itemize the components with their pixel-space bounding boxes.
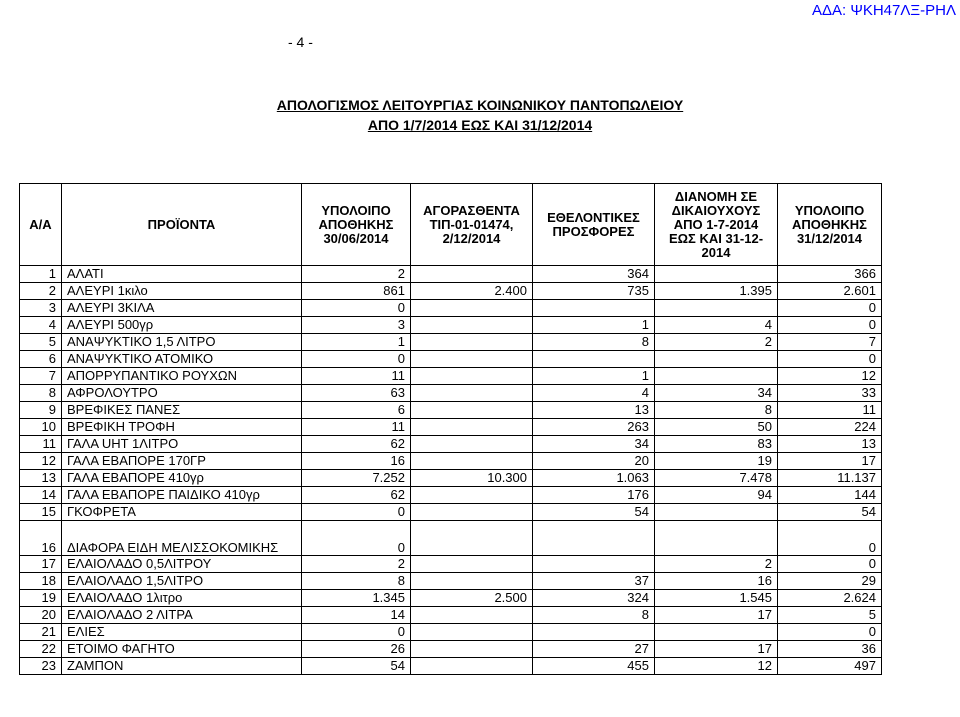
cell-purchased [411,402,533,419]
cell-distribution: 16 [655,573,778,590]
cell-purchased [411,641,533,658]
header-stock-end: ΥΠΟΛΟΙΠΟ ΑΠΟΘΗΚΗΣ 31/12/2014 [778,184,882,266]
cell-distribution [655,504,778,521]
cell-stock-end: 0 [778,556,882,573]
table-row [20,351,882,368]
cell-product: ΓΑΛΑ ΕΒΑΠΟΡΕ 410γρ [62,470,302,487]
cell-product: ΑΛΕΥΡΙ 500γρ [62,317,302,334]
header-donations: ΕΘΕΛΟΝΤΙΚΕΣ ΠΡΟΣΦΟΡΕΣ [533,184,655,266]
cell-donations: 13 [533,402,655,419]
table-row [20,573,882,590]
document-title: ΑΠΟΛΟΓΙΣΜΟΣ ΛΕΙΤΟΥΡΓΙΑΣ ΚΟΙΝΩΝΙΚΟΥ ΠΑΝΤΟΠΩΛΕΙΟΥ [276,97,684,113]
cell-stock-start: 861 [302,283,411,300]
cell-distribution [655,351,778,368]
table-row [20,590,882,607]
cell-product: ΑΛΕΥΡΙ 3ΚΙΛΑ [62,300,302,317]
cell-purchased: 2.400 [411,283,533,300]
cell-stock-end: 54 [778,504,882,521]
cell-stock-end: 497 [778,658,882,675]
cell-purchased [411,317,533,334]
cell-product: ΖΑΜΠΟΝ [62,658,302,675]
cell-aa: 5 [20,334,62,351]
cell-distribution: 8 [655,402,778,419]
cell-stock-start: 63 [302,385,411,402]
cell-product: ΓΑΛΑ UHT 1ΛΙΤΡΟ [62,436,302,453]
cell-aa: 18 [20,573,62,590]
cell-distribution: 2 [655,334,778,351]
cell-donations: 263 [533,419,655,436]
inventory-table [19,183,882,675]
cell-stock-end: 2.624 [778,590,882,607]
cell-stock-start: 11 [302,368,411,385]
cell-stock-start: 3 [302,317,411,334]
cell-product: ΕΤΟΙΜΟ ΦΑΓΗΤΟ [62,641,302,658]
table-row [20,487,882,504]
cell-product: ΒΡΕΦΙΚΕΣ ΠΑΝΕΣ [62,402,302,419]
cell-donations: 364 [533,266,655,283]
cell-aa: 22 [20,641,62,658]
cell-product: ΕΛΑΙΟΛΑΔΟ 1,5ΛΙΤΡΟ [62,573,302,590]
cell-stock-start: 26 [302,641,411,658]
cell-purchased [411,419,533,436]
header-stock-start: ΥΠΟΛΟΙΠΟ ΑΠΟΘΗΚΗΣ 30/06/2014 [302,184,411,266]
cell-stock-start: 2 [302,266,411,283]
cell-stock-end: 11 [778,402,882,419]
cell-purchased [411,453,533,470]
cell-stock-start: 0 [302,504,411,521]
cell-product: ΑΛΕΥΡΙ 1κιλο [62,283,302,300]
cell-purchased [411,385,533,402]
page-number: - 4 - [288,34,313,50]
cell-donations: 1.063 [533,470,655,487]
cell-aa: 12 [20,453,62,470]
table-row [20,334,882,351]
cell-purchased [411,658,533,675]
cell-stock-start: 16 [302,453,411,470]
table-row [20,624,882,641]
cell-donations: 8 [533,607,655,624]
cell-donations: 1 [533,317,655,334]
table-row [20,453,882,470]
cell-product: ΔΙΑΦΟΡΑ ΕΙΔΗ ΜΕΛΙΣΣΟΚΟΜΙΚΗΣ [62,521,302,556]
cell-distribution [655,300,778,317]
cell-purchased [411,436,533,453]
cell-product: ΑΝΑΨΥΚΤΙΚΟ ΑΤΟΜΙΚΟ [62,351,302,368]
table-body [20,266,882,675]
cell-product: ΑΦΡΟΛΟΥΤΡΟ [62,385,302,402]
cell-aa: 19 [20,590,62,607]
cell-aa: 17 [20,556,62,573]
table-row [20,385,882,402]
table-row [20,317,882,334]
cell-distribution [655,624,778,641]
cell-stock-start: 62 [302,487,411,504]
cell-stock-start: 1 [302,334,411,351]
cell-donations: 324 [533,590,655,607]
cell-distribution: 1.545 [655,590,778,607]
cell-product: ΑΝΑΨΥΚΤΙΚΟ 1,5 ΛΙΤΡΟ [62,334,302,351]
cell-stock-end: 33 [778,385,882,402]
cell-purchased [411,521,533,556]
cell-aa: 23 [20,658,62,675]
table-row [20,300,882,317]
table-row [20,266,882,283]
table-header-row [20,184,882,266]
table-row [20,470,882,487]
cell-stock-start: 0 [302,521,411,556]
cell-donations: 176 [533,487,655,504]
cell-product: ΑΛΑΤΙ [62,266,302,283]
cell-donations [533,556,655,573]
cell-distribution: 4 [655,317,778,334]
cell-aa: 8 [20,385,62,402]
cell-stock-start: 54 [302,658,411,675]
cell-purchased [411,300,533,317]
cell-stock-end: 0 [778,300,882,317]
table-row [20,607,882,624]
table-row [20,402,882,419]
cell-donations: 27 [533,641,655,658]
cell-stock-end: 0 [778,351,882,368]
cell-product: ΓΚΟΦΡΕΤΑ [62,504,302,521]
cell-distribution: 17 [655,607,778,624]
cell-aa: 9 [20,402,62,419]
cell-purchased [411,266,533,283]
cell-purchased: 2.500 [411,590,533,607]
cell-aa: 10 [20,419,62,436]
header-aa: Α/Α [20,184,62,266]
cell-stock-end: 12 [778,368,882,385]
cell-stock-start: 7.252 [302,470,411,487]
cell-purchased [411,573,533,590]
cell-distribution [655,266,778,283]
cell-donations: 1 [533,368,655,385]
cell-distribution: 83 [655,436,778,453]
cell-distribution: 7.478 [655,470,778,487]
cell-aa: 14 [20,487,62,504]
cell-distribution: 2 [655,556,778,573]
cell-donations: 455 [533,658,655,675]
cell-distribution: 19 [655,453,778,470]
cell-stock-start: 1.345 [302,590,411,607]
cell-product: ΑΠΟΡΡΥΠΑΝΤΙΚΟ ΡΟΥΧΩΝ [62,368,302,385]
cell-stock-end: 2.601 [778,283,882,300]
table-row [20,556,882,573]
cell-stock-end: 17 [778,453,882,470]
cell-stock-start: 0 [302,624,411,641]
cell-aa: 15 [20,504,62,521]
table-row [20,283,882,300]
cell-purchased: 10.300 [411,470,533,487]
cell-stock-end: 29 [778,573,882,590]
cell-aa: 3 [20,300,62,317]
cell-purchased [411,334,533,351]
cell-distribution: 12 [655,658,778,675]
cell-stock-start: 0 [302,300,411,317]
table-row [20,658,882,675]
cell-aa: 6 [20,351,62,368]
cell-product: ΕΛΑΙΟΛΑΔΟ 1λιτρο [62,590,302,607]
cell-purchased [411,504,533,521]
cell-stock-end: 0 [778,624,882,641]
cell-donations [533,624,655,641]
cell-stock-start: 6 [302,402,411,419]
cell-stock-end: 7 [778,334,882,351]
cell-donations [533,521,655,556]
cell-donations: 37 [533,573,655,590]
cell-distribution: 17 [655,641,778,658]
cell-distribution: 1.395 [655,283,778,300]
cell-stock-start: 0 [302,351,411,368]
table-row [20,521,882,556]
cell-aa: 4 [20,317,62,334]
cell-stock-start: 8 [302,573,411,590]
header-distribution: ΔΙΑΝΟΜΗ ΣΕ ΔΙΚΑΙΟΥΧΟΥΣ ΑΠΟ 1-7-2014 ΕΩΣ ΚΑΙ 31-12-2014 [655,184,778,266]
cell-distribution: 34 [655,385,778,402]
cell-stock-start: 11 [302,419,411,436]
cell-purchased [411,556,533,573]
cell-aa: 21 [20,624,62,641]
cell-stock-start: 14 [302,607,411,624]
cell-purchased [411,487,533,504]
ada-code: ΑΔΑ: ΨΚΗ47ΛΞ-ΡΗΛ [811,2,956,19]
cell-donations: 4 [533,385,655,402]
cell-donations: 34 [533,436,655,453]
header-products: ΠΡΟΪΟΝΤΑ [62,184,302,266]
cell-stock-end: 5 [778,607,882,624]
cell-stock-start: 62 [302,436,411,453]
cell-purchased [411,368,533,385]
cell-stock-end: 36 [778,641,882,658]
table-row [20,368,882,385]
cell-distribution [655,521,778,556]
cell-product: ΒΡΕΦΙΚΗ ΤΡΟΦΗ [62,419,302,436]
header-purchased: ΑΓΟΡΑΣΘΕΝΤΑ ΤΙΠ-01-01474, 2/12/2014 [411,184,533,266]
cell-aa: 11 [20,436,62,453]
cell-aa: 20 [20,607,62,624]
cell-purchased [411,607,533,624]
cell-aa: 1 [20,266,62,283]
cell-stock-end: 0 [778,521,882,556]
cell-stock-end: 366 [778,266,882,283]
cell-donations: 735 [533,283,655,300]
cell-product: ΕΛΙΕΣ [62,624,302,641]
cell-distribution: 50 [655,419,778,436]
cell-distribution: 94 [655,487,778,504]
table-row [20,419,882,436]
cell-product: ΕΛΑΙΟΛΑΔΟ 2 ΛΙΤΡΑ [62,607,302,624]
cell-aa: 7 [20,368,62,385]
cell-stock-end: 224 [778,419,882,436]
document-period: ΑΠΟ 1/7/2014 ΕΩΣ ΚΑΙ 31/12/2014 [367,117,593,133]
cell-donations: 54 [533,504,655,521]
cell-donations: 8 [533,334,655,351]
table-row [20,641,882,658]
cell-stock-end: 144 [778,487,882,504]
cell-donations [533,300,655,317]
cell-product: ΓΑΛΑ ΕΒΑΠΟΡΕ 170ΓΡ [62,453,302,470]
cell-distribution [655,368,778,385]
cell-purchased [411,624,533,641]
table-row [20,436,882,453]
cell-product: ΕΛΑΙΟΛΑΔΟ 0,5ΛΙΤΡΟΥ [62,556,302,573]
cell-stock-end: 13 [778,436,882,453]
cell-aa: 2 [20,283,62,300]
cell-stock-end: 0 [778,317,882,334]
cell-stock-end: 11.137 [778,470,882,487]
cell-donations: 20 [533,453,655,470]
cell-product: ΓΑΛΑ ΕΒΑΠΟΡΕ ΠΑΙΔΙΚΟ 410γρ [62,487,302,504]
cell-aa: 16 [20,521,62,556]
table-row [20,504,882,521]
cell-stock-start: 2 [302,556,411,573]
cell-purchased [411,351,533,368]
cell-aa: 13 [20,470,62,487]
cell-donations [533,351,655,368]
